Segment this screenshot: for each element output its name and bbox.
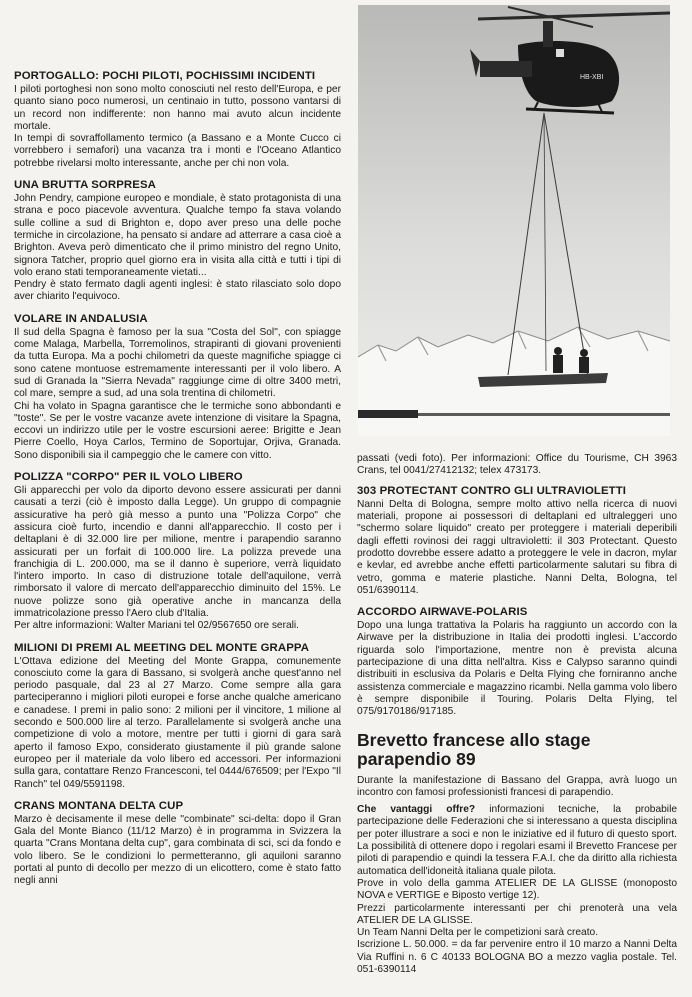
article — [357, 485, 677, 597]
feature-line: Iscrizione L. 50.000. = da far pervenire entro il 10 marzo a Nanni Delta Via Ruffini n. 6 C 40133 BOLOGNA BO a mezzo vaglia postale. Tel. 051-6390114 — [357, 939, 677, 975]
feature-question: Che vantaggi offre? — [357, 804, 476, 816]
article-paragraph: Per altre informazioni: Walter Mariani tel 02/9567650 ore serali. — [14, 620, 300, 632]
article-paragraph: Gli apparecchi per volo da diporto devono essere assicurati per danni causati a terzi (ciò è imposto dalla Legge). Un gruppo di compagnie assicurative ha però già messo a punto una "Polizza Corpo" che assicura cioè furto, incendio e danni all'apparecchio. Il costo per i deltaplani è di 32.000 lire per milione, mentre i parapendio saranno assicurati per un forfait di 100.000 lire. La polizza prevede una franchigia di L. 200.000, ma se il danno è superiore, verrà liquidato l'intero importo. In caso di distruzione totale dell'aquilone, verrà rimborsato il valore di mercato dell'apparecchio diminuito del 15%. Le nuove polizze sono già operative anche in mancanza della immatricolazione presso l'Aero club d'Italia. — [14, 485, 341, 619]
article-paragraph: Marzo è decisamente il mese delle "combinate" sci-delta: dopo il Gran Gala del Monte Bianco (11/12 Marzo) è in programma in Svizzera la quarta "Crans Montana delta cup", gara combinata di sci, sci da fondo e volo libero. Se le condizioni lo permetteranno, gli aquiloni saranno portati al punto di decollo per mezzo di un elicottero, come è stato fatto negli anni — [14, 813, 341, 887]
article — [14, 471, 341, 633]
article — [14, 800, 341, 888]
helicopter-photo — [358, 5, 670, 436]
article-paragraph: Pendry è stato fermato dagli agenti inglesi: è stato rilasciato solo dopo aver chiarito l'equivoco. — [14, 279, 341, 303]
continuation-text: passati (vedi foto). Per informazioni: Office du Tourisme, CH 3963 Crans, tel 0041/27412132; telex 473173. — [357, 453, 677, 477]
article — [14, 313, 341, 462]
article-title: CRANS MONTANA DELTA CUP — [14, 799, 184, 812]
article — [14, 70, 341, 170]
tail-code: HB-XBI — [580, 74, 604, 81]
article-paragraph: Nanni Delta di Bologna, sempre molto attivo nella ricerca di nuovi materiali, propone ai possessori di deltaplani ed ultraleggeri uno "schermo solare liquido" creato per proteggere i materiali deperibili dagli effetti rovinosi dei raggi ultravioletti: il 303 Protectant. Questo prodotto dovrebbe essere adatto a proteggere le vele in dacron, mylar e kevlar, ed avrebbe anche effetti particolarmente salutari su fibra di vetro, gomma e materie plastiche. Nanni Delta, Bologna, tel 051/6390114. — [357, 498, 677, 596]
article-title: MILIONI DI PREMI AL MEETING DEL MONTE GRAPPA — [14, 641, 310, 654]
article — [14, 642, 341, 791]
feature-body — [357, 804, 677, 878]
left-column — [14, 70, 341, 897]
article-paragraph: I piloti portoghesi non sono molto conosciuti nel resto dell'Europa, e per quanto siano poco numerosi, un centinaio in tutto, possono vantarsi di un record non indifferente: non hanno mai avuto alcun incidente mortale. — [14, 84, 341, 132]
feature-line: Un Team Nanni Delta per le competizioni sarà creato. — [357, 927, 599, 939]
article — [357, 606, 677, 718]
article-paragraph: John Pendry, campione europeo e mondiale, è stato protagonista di una strana e poco piacevole avventura. Qualche tempo fa stava volando sulle colline a sud di Brighton e, dopo aver preso una delle poche termiche in circolazione, ha pensato si andare ad atterrare a casa cioè a Brighton. Aveva però dimenticato che il primo ministro del regno Unito, signora Tatcher, proprio quel giorno era in visita alla città e tutti i tipi di volo erano stati temporaneamente vietati... — [14, 193, 341, 278]
article-title: VOLARE IN ANDALUSIA — [14, 312, 148, 325]
article-title: 303 PROTECTANT CONTRO GLI ULTRAVIOLETTI — [357, 484, 627, 497]
article-paragraph: In tempi di sovraffollamento termico (a Bassano e a Monte Cucco ci vorrebbero i semafori) una vacanza tra i monti e l'Oceano Atlantico potrebbe rivelarsi molto interessante, anche per chi non vola. — [14, 133, 341, 169]
feature-lead: Durante la manifestazione di Bassano del Grappa, avrà luogo un incontro con famosi professionisti francesi di parapendio. — [357, 774, 677, 798]
article-title: PORTOGALLO: POCHI PILOTI, POCHISSIMI INCIDENTI — [14, 70, 316, 82]
article-title: ACCORDO AIRWAVE-POLARIS — [357, 606, 528, 619]
article — [14, 179, 341, 304]
feature-body-text: informazioni tecniche, la probabile partecipazione delle Federazioni che si interessano a questa disciplina per poter illustrare a soci e non le iniziative ed il futuro di questo sport. La possibilità di ottenere dopo i regolari esami il Brevetto Francese per piloti di parapendio e quindi la tessera F.A.I. che da diritto alla richiesta automatica dell'idoneità italiana quale pilota. — [357, 804, 677, 877]
feature-line: Prezzi particolarmente interessanti per chi prenoterà una vela ATELIER DE LA GLISSE. — [357, 902, 677, 926]
article-title: POLIZZA "CORPO" PER IL VOLO LIBERO — [14, 471, 243, 484]
article-paragraph: Chi ha volato in Spagna garantisce che le termiche sono abbondanti e "toste". Se per le vostre vacanze avete intenzione di visitare la Spagna, eccovi un indirizzo utile per le vostre escursioni aeree: Brigitte e Jean Pierre Coello, Hoya Carlos, Termino de Soportujar, Orjiva, Granada. Sono disponibili sia il campeggio che le camere con vitto. — [14, 400, 341, 461]
right-column — [357, 443, 677, 976]
article-paragraph: L'Ottava edizione del Meeting del Monte Grappa, comunemente conosciuto come la gara di Bassano, si svolgerà anche quest'anno nel periodo pasquale, dal 23 al 27 Marzo. Come sempre alla gara parteciperanno i migliori piloti europei e forse anche qualche americano e canadese. I premi in palio sono: 2 milioni per il vincitore, 1 milione al secondo e 500.000 lire al terzo. Parallelamente si svolgerà anche una competizione di volo a motore, mentre per tutti i giorni di gara sarà aperto il famoso Expo, considerato giustamente il più grande salone europeo per il materiale da volo libero ed accessori. Per informazioni sulla gara, contattare Renzo Francesconi, tel 0444/676509; per l'Expo "Il Ranch" tel 049/5591198. — [14, 655, 341, 790]
article-title: UNA BRUTTA SORPRESA — [14, 179, 156, 192]
article-paragraph: Dopo una lunga trattativa la Polaris ha raggiunto un accordo con la Airwave per la distribuzione in Italia dei prodotti inglesi. L'accordo riguarda solo l'importazione, mentre non è prevista alcuna partecipazione di una ditta nell'altra. Kiss e Calypso saranno quindi distribuiti in esclusiva da Polaris e Delta Flying che forniranno anche assistenza commerciale e magazzino ricambi. Nella gamma volo libero è sempre disponibile il Touring. Polaris Delta Flying, tel 075/9170186/917185. — [357, 620, 677, 718]
article-paragraph: Il sud della Spagna è famoso per la sua "Costa del Sol", con spiagge come Malaga, Marbella, Torremolinos, strapiranti di giovani provenienti da tutta Europa. Ma a pochi chilometri da queste magnifiche spiagge ci sono catene montuose estremamente interessanti per il volo libero. A sud di Granada la "Sierra Nevada" raggiunge cime di oltre 3400 metri, col mare, sempre a sud, ad una sola trentina di chilometri. — [14, 326, 341, 400]
feature-line: Prove in volo della gamma ATELIER DE LA GLISSE (monoposto NOVA e VERTIGE e Biposto vertige 12). — [357, 877, 677, 902]
feature-title: Brevetto francese allo stage parapendio 89 — [357, 729, 591, 769]
feature-box — [357, 731, 677, 977]
